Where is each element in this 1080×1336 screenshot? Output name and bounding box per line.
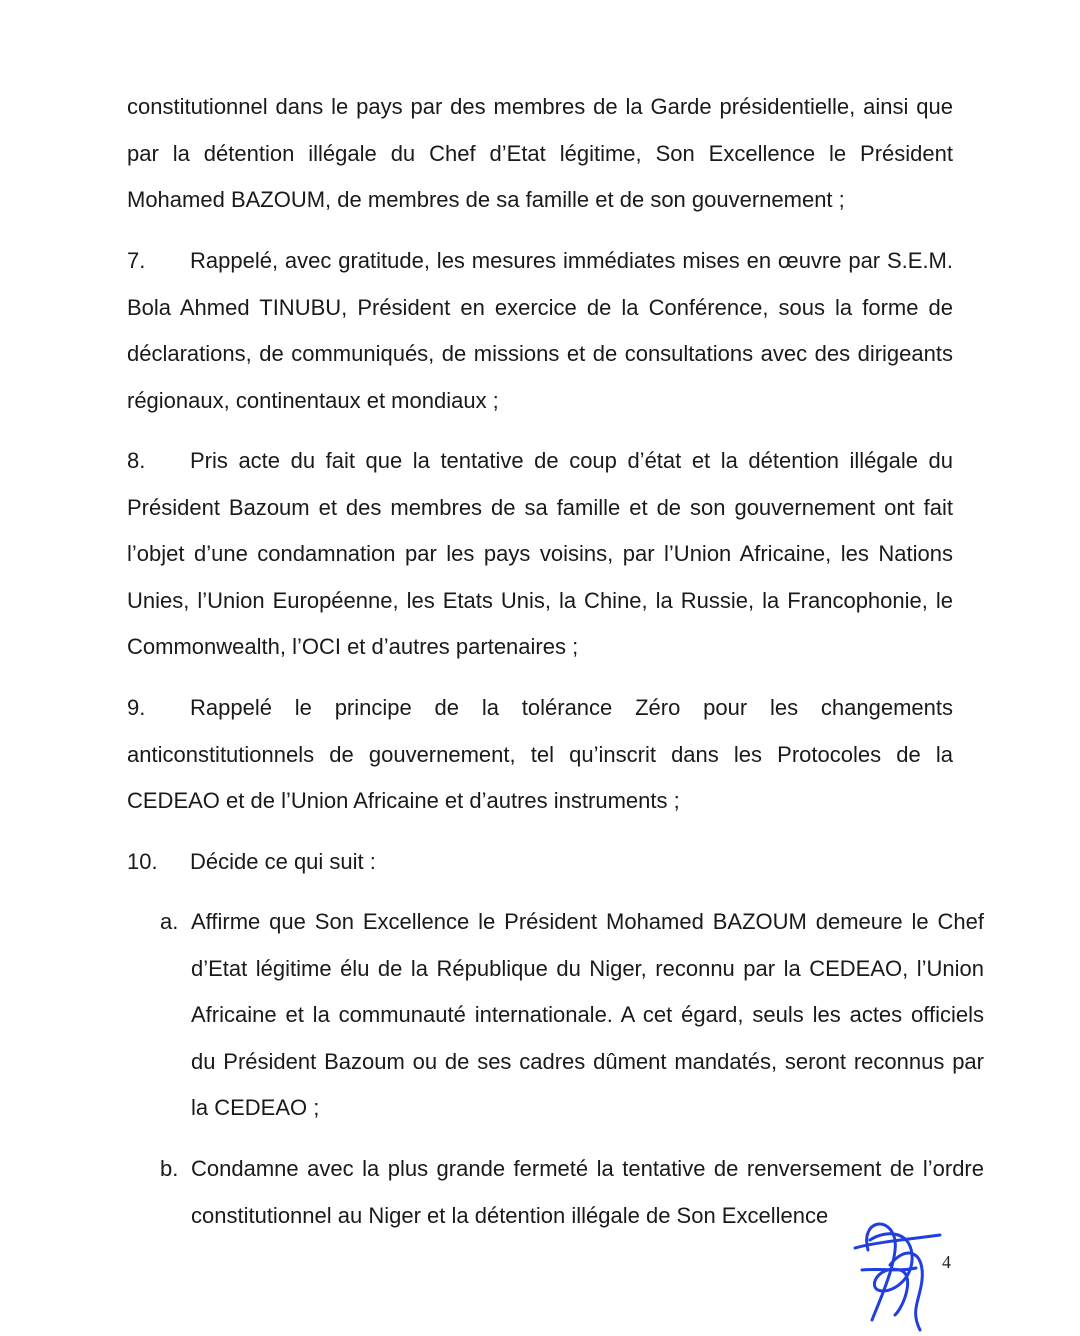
paragraph-number: 9. bbox=[127, 695, 146, 720]
page-number: 4 bbox=[942, 1252, 951, 1272]
sub-item-letter: a. bbox=[160, 909, 179, 934]
paragraph-text: Décide ce qui suit : bbox=[190, 849, 376, 874]
paragraph-text: Rappelé le principe de la tolérance Zéro pour les changements anticonstitutionnels de gouvernement, tel qu’inscrit dans les Protocoles de la CEDEAO et de l’Union Africaine et d’autres instruments ; bbox=[127, 695, 953, 813]
sub-item-text: Affirme que Son Excellence le Président Mohamed BAZOUM demeure le Chef d’Etat légitime élu de la République du Niger, reconnu par la CEDEAO, l’Union Africaine et la communauté internationale. A cet égard, seuls les actes officiels du Président Bazoum ou de ses cadres dûment mandatés, seront reconnus par la CEDEAO ; bbox=[191, 909, 984, 1120]
paragraph-number: 7. bbox=[127, 248, 146, 273]
sub-item-text: Condamne avec la plus grande fermeté la tentative de renversement de l’ordre constitutionnel au Niger et la détention illégale de Son Excellence bbox=[191, 1156, 984, 1228]
paragraph-7 bbox=[127, 238, 953, 424]
paragraph-number: 8. bbox=[127, 448, 146, 473]
sub-item-a bbox=[160, 899, 984, 1132]
sub-item-letter: b. bbox=[160, 1156, 179, 1181]
paragraph-8 bbox=[127, 438, 953, 671]
signature-icon bbox=[850, 1210, 945, 1334]
paragraph-text: Rappelé, avec gratitude, les mesures immédiates mises en œuvre par S.E.M. Bola Ahmed TINUBU, Président en exercice de la Conférence, sous la forme de déclarations, de communiqués, de missions et de consultations avec des dirigeants régionaux, continentaux et mondiaux ; bbox=[127, 248, 953, 413]
paragraph-number: 10. bbox=[127, 849, 158, 874]
paragraph-10 bbox=[127, 839, 953, 886]
paragraph-text: Pris acte du fait que la tentative de coup d’état et la détention illégale du Président Bazoum et des membres de sa famille et de son gouvernement ont fait l’objet d’une condamnation par les pays voisins, par l’Union Africaine, les Nations Unies, l’Union Européenne, les Etats Unis, la Chine, la Russie, la Francophonie, le Commonwealth, l’OCI et d’autres partenaires ; bbox=[127, 448, 953, 659]
paragraph-9 bbox=[127, 685, 953, 825]
intro-paragraph: constitutionnel dans le pays par des membres de la Garde présidentielle, ainsi que par la détention illégale du Chef d’Etat légitime, Son Excellence le Président Mohamed BAZOUM, de membres de sa famille et de son gouvernement ; bbox=[127, 94, 953, 212]
